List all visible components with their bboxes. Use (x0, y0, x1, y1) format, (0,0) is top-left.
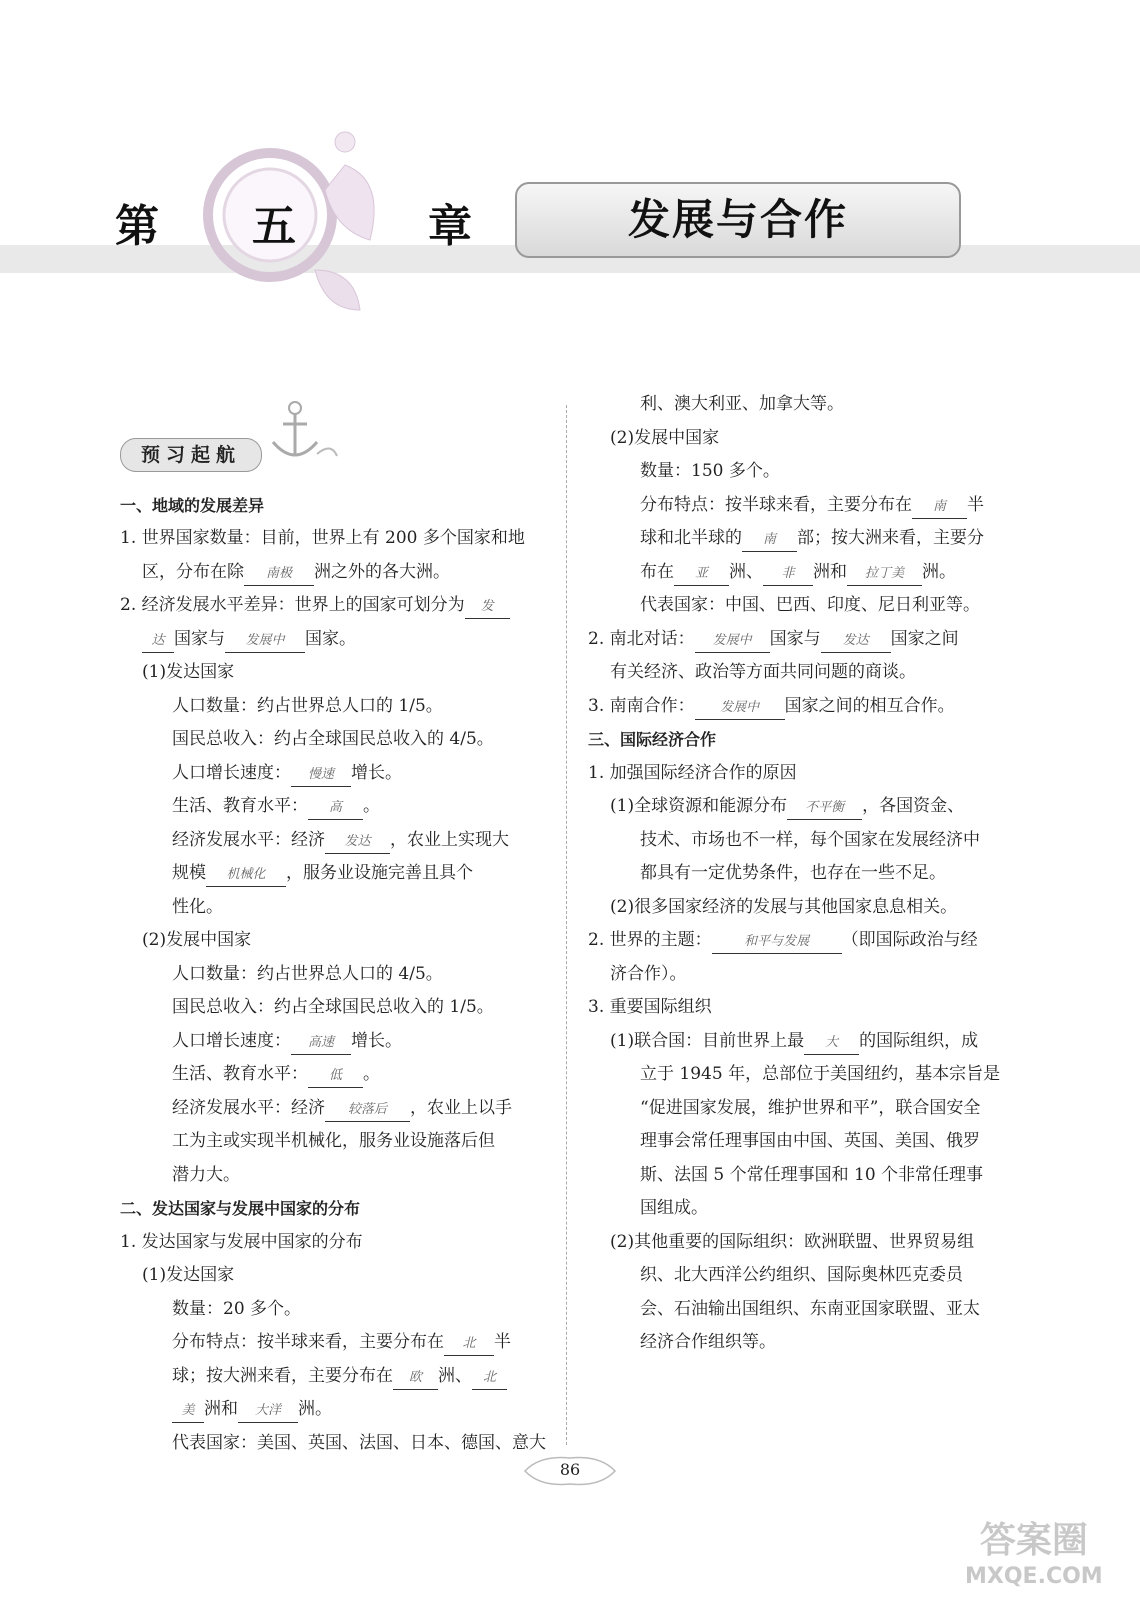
text-line: 规模 机械化 ，服务业设施完善且具个 (120, 857, 550, 891)
text-line: 经济发展水平：经济 较落后 ，农业上以手 (120, 1092, 550, 1126)
text-line: 区，分布在除 南极 洲之外的各大洲。 (120, 556, 550, 590)
text-line: 1. 加强国际经济合作的原因 (588, 762, 797, 783)
chapter-label-zhang: 章 (428, 201, 472, 252)
text-line: 布在 亚 洲、 非 洲和 拉丁美 洲。 (588, 556, 1028, 590)
text-line: 理事会常任理事国由中国、英国、美国、俄罗 (640, 1131, 980, 1151)
text-line: 经济合作组织等。 (640, 1332, 776, 1352)
right-column (588, 388, 1028, 1360)
answer-blank: 发达 (821, 630, 891, 653)
text-line: 达 国家与 发展中 国家。 (120, 623, 550, 657)
answer-blank: 发 (465, 596, 510, 619)
page-number: 86 (559, 1460, 581, 1479)
text-line: 利、澳大利亚、加拿大等。 (640, 394, 844, 414)
text-line: “促进国家发展，维护世界和平”，联合国安全 (640, 1097, 981, 1118)
answer-blank: 亚 (674, 563, 729, 586)
text-line: (1)全球资源和能源分布 不平衡 ，各国资金、 (588, 790, 1028, 824)
text-line: 经济发展水平：经济 发达 ，农业上实现大 (120, 824, 550, 858)
text-line: 代表国家：美国、英国、法国、日本、德国、意大 (172, 1432, 546, 1453)
heading: 二、发达国家与发展中国家的分布 (120, 1199, 361, 1218)
text-line: 3. 南南合作： 发展中 国家之间的相互合作。 (588, 690, 1028, 724)
text-line: 数量：20 多个。 (172, 1298, 302, 1319)
answer-blank: 非 (763, 563, 813, 586)
text-line: 生活、教育水平： 高 。 (120, 790, 550, 824)
answer-blank: 较落后 (325, 1099, 410, 1122)
text-line: 有关经济、政治等方面共同问题的商谈。 (610, 662, 916, 682)
text-line: 工为主或实现半机械化，服务业设施落后但 (172, 1131, 495, 1151)
heading: 一、地域的发展差异 (120, 495, 265, 515)
answer-blank: 发展中 (695, 697, 785, 720)
text-line: 斯、法国 5 个常任理事国和 10 个非常任理事 (640, 1164, 984, 1185)
text-line: 2. 世界的主题： 和平与发展 （即国际政治与经 (588, 924, 1028, 958)
answer-blank: 慢速 (291, 764, 351, 787)
text-line: 济合作）。 (610, 963, 687, 984)
sub-heading: (2)发展中国家 (142, 930, 252, 950)
text-line: 2. 南北对话： 发展中 国家与 发达 国家之间 (588, 623, 1028, 657)
chapter-title: 发展与合作 (515, 182, 961, 258)
text-line: (2)很多国家经济的发展与其他国家息息相关。 (610, 896, 958, 917)
text-line: 国民总收入：约占全球国民总收入的 4/5。 (172, 729, 494, 749)
answer-blank: 南 (912, 496, 967, 519)
answer-blank: 达 (142, 630, 174, 653)
text-line: 人口增长速度： 慢速 增长。 (120, 757, 550, 791)
heading: 三、国际经济合作 (588, 730, 717, 749)
text-line: 人口数量：约占世界总人口的 1/5。 (172, 695, 443, 716)
text-line: 球；按大洲来看，主要分布在 欧 洲、 北 (120, 1360, 550, 1394)
answer-blank: 拉丁美 (847, 563, 922, 586)
text-line: (1)联合国：目前世界上最 大 的国际组织，成 (588, 1025, 1028, 1059)
text-line: 1. 世界国家数量：目前，世界上有 200 多个国家和地 (120, 528, 525, 548)
column-divider (566, 405, 567, 1445)
answer-blank: 发展中 (225, 630, 305, 653)
text-line: 代表国家：中国、巴西、印度、尼日利亚等。 (640, 595, 980, 615)
text-line: (2)其他重要的国际组织：欧洲联盟、世界贸易组 (610, 1231, 975, 1252)
answer-blank: 机械化 (206, 864, 286, 887)
answer-blank: 大洋 (238, 1400, 298, 1423)
answer-blank: 南极 (244, 563, 314, 586)
answer-blank: 高速 (291, 1032, 351, 1055)
watermark-logo: 答案圈 MXQE.COM (965, 1520, 1103, 1589)
text-line: 技术、市场也不一样，每个国家在发展经济中 (640, 829, 980, 850)
answer-blank: 南 (742, 529, 797, 552)
text-line: 数量：150 多个。 (640, 461, 780, 481)
text-line: 都具有一定优势条件，也存在一些不足。 (640, 863, 946, 883)
floral-decoration-icon (195, 120, 425, 320)
answer-blank: 大 (804, 1032, 859, 1055)
sub-heading: (1)发达国家 (142, 662, 235, 682)
text-line: 分布特点：按半球来看，主要分布在 北 半 (120, 1326, 550, 1360)
text-line: 美 洲和 大洋 洲。 (120, 1393, 550, 1427)
text-line: 人口增长速度： 高速 增长。 (120, 1025, 550, 1059)
answer-blank: 北 (472, 1367, 507, 1390)
text-line: 人口数量：约占世界总人口的 4/5。 (172, 963, 443, 984)
text-line: 球和北半球的 南 部；按大洲来看，主要分 (588, 522, 1028, 556)
answer-blank: 低 (308, 1065, 363, 1088)
answer-blank: 发达 (325, 831, 390, 854)
text-line: 生活、教育水平： 低 。 (120, 1058, 550, 1092)
answer-blank: 高 (308, 797, 363, 820)
section-badge: 预习起航 (120, 438, 262, 472)
text-line: 会、石油输出国组织、东南亚国家联盟、亚太 (640, 1298, 980, 1319)
answer-blank: 美 (172, 1400, 204, 1423)
left-column (120, 388, 550, 1460)
answer-blank: 欧 (393, 1367, 438, 1390)
answer-blank: 不平衡 (787, 797, 862, 820)
answer-blank: 发展中 (695, 630, 770, 653)
text-line: 1. 发达国家与发展中国家的分布 (120, 1231, 363, 1252)
text-line: 3. 重要国际组织 (588, 997, 712, 1017)
answer-blank: 和平与发展 (712, 931, 842, 954)
chapter-number: 五 (252, 201, 296, 252)
sub-heading: (1)发达国家 (142, 1265, 235, 1285)
text-line: 国民总收入：约占全球国民总收入的 1/5。 (172, 997, 494, 1017)
text-line: 国组成。 (640, 1198, 708, 1218)
text-line: 性化。 (172, 896, 223, 917)
text-line: 织、北大西洋公约组织、国际奥林匹克委员 (640, 1265, 963, 1285)
text-line: 立于 1945 年，总部位于美国纽约，基本宗旨是 (640, 1064, 1001, 1084)
sub-heading: (2)发展中国家 (610, 427, 720, 448)
text-line: 2. 经济发展水平差异：世界上的国家可划分为 发 (120, 589, 550, 623)
chapter-label-di: 第 (115, 201, 159, 252)
answer-blank: 北 (444, 1333, 494, 1356)
text-line: 分布特点：按半球来看，主要分布在 南 半 (588, 489, 1028, 523)
text-line: 潜力大。 (172, 1164, 240, 1185)
